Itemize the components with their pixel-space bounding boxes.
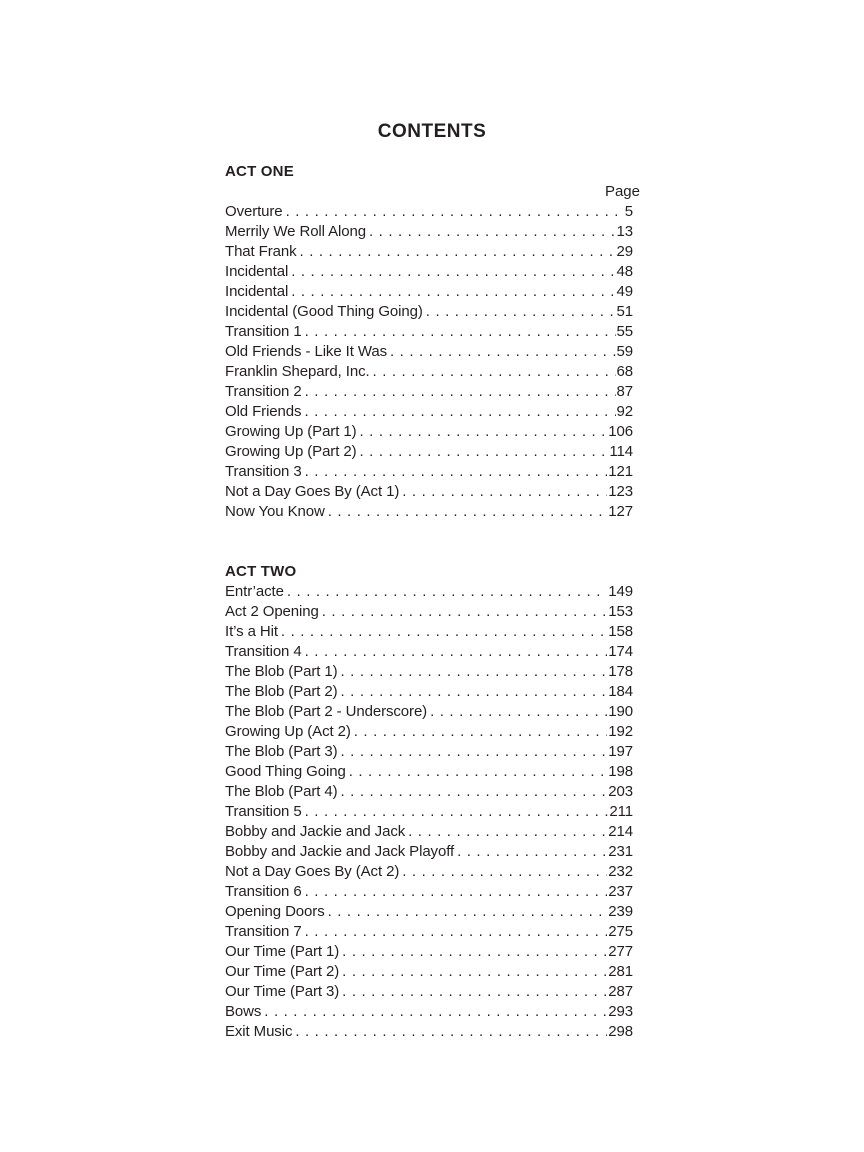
leader-dots (400, 482, 607, 502)
toc-entry-title: Growing Up (Part 1) (225, 423, 357, 440)
table-of-contents (225, 162, 640, 1042)
leader-dots (262, 1002, 607, 1022)
toc-entry (225, 462, 640, 482)
toc-entry-page-number: 29 (616, 243, 633, 260)
leader-dots (303, 322, 616, 342)
toc-entry-title: Bobby and Jackie and Jack Playoff (225, 843, 455, 860)
toc-entry-page-number: 5 (624, 203, 633, 220)
leader-dots (303, 922, 608, 942)
toc-entry-title: Bobby and Jackie and Jack (225, 823, 406, 840)
toc-entry-page-number: 114 (609, 443, 633, 460)
toc-entry-title: Growing Up (Part 2) (225, 443, 357, 460)
toc-entry-page-number: 49 (616, 283, 633, 300)
toc-entry (225, 282, 640, 302)
toc-entry-title: Bows (225, 1003, 262, 1020)
toc-entry (225, 342, 640, 362)
leader-dots (400, 862, 607, 882)
toc-entry (225, 502, 640, 522)
toc-entry-title: Merrily We Roll Along (225, 223, 367, 240)
leader-dots (303, 462, 608, 482)
toc-entry (225, 982, 640, 1002)
toc-entry (225, 322, 640, 342)
leader-dots (347, 762, 608, 782)
toc-entry-title: Old Friends (225, 403, 302, 420)
toc-section (225, 162, 640, 522)
toc-entry-page-number: 106 (608, 423, 633, 440)
toc-entries (225, 202, 640, 522)
leader-dots (339, 662, 608, 682)
toc-entry-page-number: 178 (608, 663, 633, 680)
toc-entry-page-number: 192 (608, 723, 633, 740)
page-title: CONTENTS (377, 121, 487, 142)
toc-entry-page-number: 121 (608, 463, 633, 480)
toc-entry-title: Transition 3 (225, 463, 302, 480)
leader-dots (298, 242, 616, 262)
leader-dots (285, 582, 607, 602)
toc-entry-page-number: 237 (608, 883, 633, 900)
toc-entry-page-number: 68 (616, 363, 633, 380)
toc-entry-title: Our Time (Part 3) (225, 983, 340, 1000)
leader-dots (340, 962, 607, 982)
toc-entry-page-number: 184 (608, 683, 633, 700)
toc-entry-page-number: 239 (608, 903, 633, 920)
leader-dots (352, 722, 608, 742)
toc-entry (225, 802, 640, 822)
leader-dots (340, 982, 607, 1002)
toc-entry-page-number: 190 (608, 703, 633, 720)
leader-dots (455, 842, 607, 862)
toc-entry-title: Transition 6 (225, 883, 302, 900)
toc-entry-title: The Blob (Part 1) (225, 663, 338, 680)
leader-dots (406, 822, 607, 842)
toc-entry-title: Transition 5 (225, 803, 302, 820)
toc-entry-page-number: 153 (608, 603, 633, 620)
toc-entry-page-number: 281 (608, 963, 633, 980)
toc-entry-title: The Blob (Part 4) (225, 783, 338, 800)
toc-entry (225, 902, 640, 922)
toc-entry-page-number: 232 (608, 863, 633, 880)
toc-entry-title: Not a Day Goes By (Act 1) (225, 483, 400, 500)
leader-dots (289, 282, 615, 302)
toc-entry-page-number: 293 (608, 1003, 633, 1020)
leader-dots (371, 362, 616, 382)
act-heading: ACT ONE (225, 163, 294, 180)
toc-entry-title: Incidental (Good Thing Going) (225, 303, 423, 320)
toc-entry-page-number: 87 (616, 383, 633, 400)
toc-entries (225, 582, 640, 1042)
toc-entry (225, 222, 640, 242)
toc-entry-page-number: 59 (616, 343, 633, 360)
toc-entry (225, 662, 640, 682)
leader-dots (339, 682, 608, 702)
toc-entry (225, 842, 640, 862)
toc-entry (225, 302, 640, 322)
toc-entry-title: The Blob (Part 3) (225, 743, 338, 760)
leader-dots (303, 382, 616, 402)
toc-entry-title: Growing Up (Act 2) (225, 723, 351, 740)
toc-entry-page-number: 127 (608, 503, 633, 520)
leader-dots (302, 402, 615, 422)
toc-entry-page-number: 277 (608, 943, 633, 960)
toc-entry-title: Transition 7 (225, 923, 302, 940)
toc-entry (225, 1022, 640, 1042)
toc-entry-title: It’s a Hit (225, 623, 278, 640)
leader-dots (303, 882, 608, 902)
toc-entry-page-number: 198 (608, 763, 633, 780)
toc-entry (225, 582, 640, 602)
toc-entry-page-number: 214 (608, 823, 633, 840)
toc-entry (225, 382, 640, 402)
leader-dots (339, 742, 608, 762)
toc-entry-page-number: 275 (608, 923, 633, 940)
leader-dots (284, 202, 624, 222)
leader-dots (326, 502, 608, 522)
leader-dots (339, 782, 608, 802)
toc-entry-title: Transition 1 (225, 323, 302, 340)
toc-entry-page-number: 13 (616, 223, 633, 240)
leader-dots (303, 802, 609, 822)
toc-entry-page-number: 158 (608, 623, 633, 640)
toc-entry-title: The Blob (Part 2 - Underscore) (225, 703, 428, 720)
toc-entry (225, 262, 640, 282)
toc-entry (225, 862, 640, 882)
leader-dots (293, 1022, 607, 1042)
toc-entry (225, 482, 640, 502)
toc-entry-title: Now You Know (225, 503, 325, 520)
leader-dots (424, 302, 616, 322)
toc-entry-page-number: 298 (608, 1023, 633, 1040)
toc-entry-page-number: 48 (616, 263, 633, 280)
toc-entry-page-number: 203 (608, 783, 633, 800)
toc-entry (225, 402, 640, 422)
toc-entry (225, 782, 640, 802)
toc-entry-page-number: 231 (608, 843, 633, 860)
toc-entry (225, 1002, 640, 1022)
leader-dots (303, 642, 608, 662)
leader-dots (428, 702, 607, 722)
toc-entry (225, 762, 640, 782)
toc-entry-title: Transition 4 (225, 643, 302, 660)
toc-entry (225, 962, 640, 982)
toc-entry-page-number: 55 (616, 323, 633, 340)
toc-entry (225, 682, 640, 702)
toc-entry-title: Opening Doors (225, 903, 325, 920)
leader-dots (340, 942, 607, 962)
page-column-label: Page (604, 183, 640, 200)
toc-entry-title: Transition 2 (225, 383, 302, 400)
toc-entry-title: Our Time (Part 2) (225, 963, 340, 980)
toc-entry-title: Overture (225, 203, 283, 220)
toc-entry-title: Incidental (225, 263, 289, 280)
toc-entry-page-number: 287 (608, 983, 633, 1000)
toc-entry-title: Old Friends - Like It Was (225, 343, 387, 360)
toc-entry-title: Good Thing Going (225, 763, 346, 780)
toc-entry (225, 742, 640, 762)
leader-dots (388, 342, 616, 362)
toc-entry (225, 422, 640, 442)
leader-dots (357, 422, 607, 442)
toc-entry (225, 942, 640, 962)
toc-entry-title: Not a Day Goes By (Act 2) (225, 863, 400, 880)
toc-entry (225, 642, 640, 662)
act-heading: ACT TWO (225, 563, 297, 580)
leader-dots (320, 602, 608, 622)
toc-entry-title: Entr’acte (225, 583, 284, 600)
toc-entry-title: Exit Music (225, 1023, 293, 1040)
toc-section (225, 562, 640, 1042)
toc-entry (225, 882, 640, 902)
toc-entry (225, 822, 640, 842)
toc-entry-page-number: 174 (608, 643, 633, 660)
toc-entry (225, 202, 640, 222)
toc-entry (225, 442, 640, 462)
leader-dots (357, 442, 608, 462)
toc-entry-title: Franklin Shepard, Inc. (225, 363, 370, 380)
toc-entry (225, 702, 640, 722)
leader-dots (326, 902, 608, 922)
toc-entry-title: Act 2 Opening (225, 603, 319, 620)
toc-entry-page-number: 211 (609, 803, 633, 820)
toc-entry-page-number: 51 (616, 303, 633, 320)
toc-entry-title: That Frank (225, 243, 297, 260)
toc-entry-title: Our Time (Part 1) (225, 943, 340, 960)
toc-entry-title: Incidental (225, 283, 289, 300)
toc-entry-page-number: 197 (608, 743, 633, 760)
toc-entry (225, 362, 640, 382)
leader-dots (289, 262, 615, 282)
toc-entry-page-number: 149 (608, 583, 633, 600)
leader-dots (367, 222, 615, 242)
toc-entry (225, 602, 640, 622)
toc-entry (225, 242, 640, 262)
toc-entry (225, 722, 640, 742)
toc-entry-title: The Blob (Part 2) (225, 683, 338, 700)
leader-dots (279, 622, 607, 642)
toc-entry (225, 622, 640, 642)
toc-entry-page-number: 123 (608, 483, 633, 500)
toc-entry (225, 922, 640, 942)
toc-entry-page-number: 92 (616, 403, 633, 420)
